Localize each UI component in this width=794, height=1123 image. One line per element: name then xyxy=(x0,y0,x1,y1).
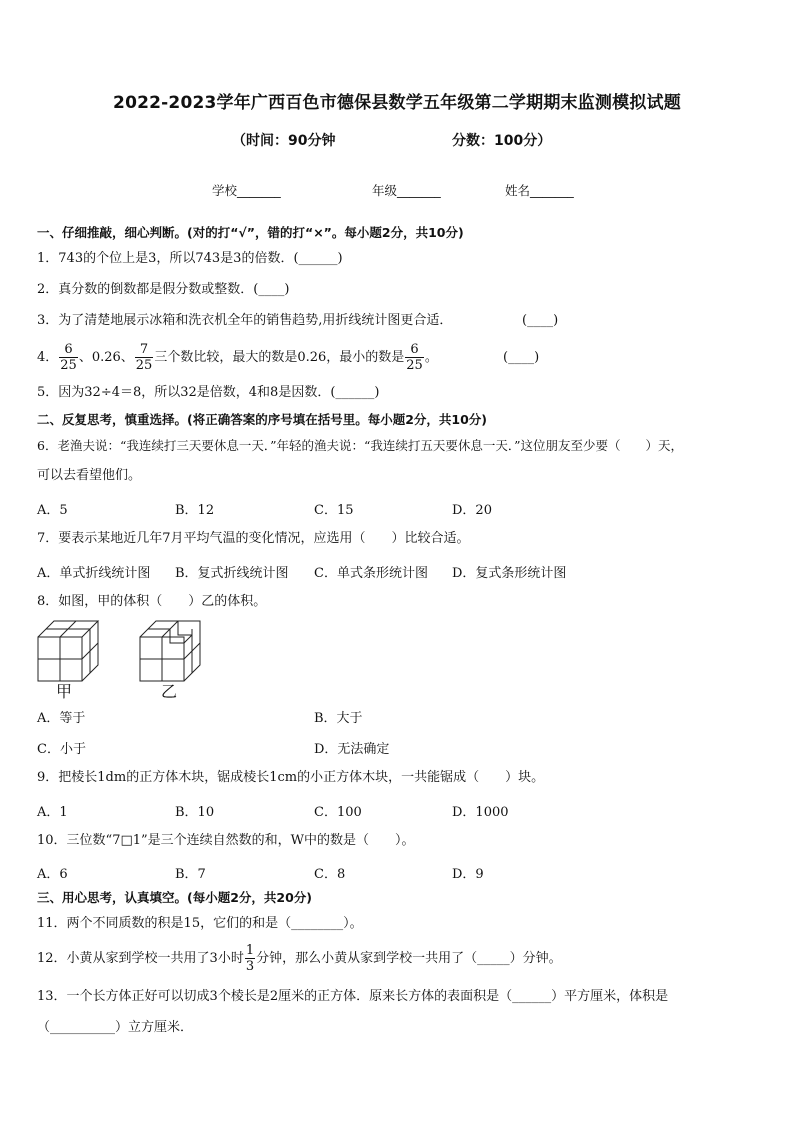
section-3-heading: 三、用心思考，认真填空。(每小题2分，共20分) xyxy=(37,890,313,905)
question-6-line-2: 可以去看望他们。 xyxy=(37,468,142,483)
question-13-line-1: 13．一个长方体正好可以切成3个棱长是2厘米的正方体．原来长方体的表面积是（______）平方厘米，体积是 xyxy=(37,989,669,1004)
q10-option-a: A．6 xyxy=(37,867,68,882)
q12-suffix: 分钟，那么小黄从家到学校一共用了（_____）分钟。 xyxy=(256,951,562,966)
q7-option-b: B．复式折线统计图 xyxy=(175,566,289,581)
exam-title: 2022-2023学年广西百色市德保县数学五年级第二学期期末监测模拟试题 xyxy=(113,93,681,113)
question-13-line-2: （__________）立方厘米． xyxy=(37,1020,194,1035)
question-12 xyxy=(37,939,562,979)
figure-yi-cube xyxy=(140,621,200,681)
question-3-blank: (____) xyxy=(522,313,559,328)
question-1: 1．743的个位上是3，所以743是3的倍数．(______) xyxy=(37,251,343,266)
q12-prefix: 12．小黄从家到学校一共用了3小时 xyxy=(37,951,244,966)
total-score: 分数：100分） xyxy=(452,133,552,149)
q10-option-b: B．7 xyxy=(175,867,206,882)
q8-option-d: D．无法确定 xyxy=(314,742,390,757)
q4-fraction-3: $\frac{6}{25}$ xyxy=(406,342,423,373)
q9-option-a: A．1 xyxy=(37,805,68,820)
question-8: 8．如图，甲的体积（ ）乙的体积。 xyxy=(37,594,267,609)
question-3: 3．为了清楚地展示冰箱和洗衣机全年的销售趋势,用折线统计图更合适． xyxy=(37,313,453,328)
school-field: 学校_______ xyxy=(212,183,281,198)
question-2: 2．真分数的倒数都是假分数或整数．(____) xyxy=(37,282,290,297)
q4-middle-text: 三个数比较，最大的数是0.26，最小的数是 xyxy=(154,350,405,365)
q8-option-b: B．大于 xyxy=(314,711,363,726)
section-2-heading: 二、反复思考，慎重选择。(将正确答案的序号填在括号里。每小题2分，共10分) xyxy=(37,412,488,427)
question-5: 5．因为32÷4＝8，所以32是倍数，4和8是因数．(______) xyxy=(37,385,380,400)
question-10: 10．三位数“7□1”是三个连续自然数的和，W中的数是（ ）。 xyxy=(37,833,415,848)
q8-figures xyxy=(36,615,216,700)
q8-option-a: A．等于 xyxy=(37,711,86,726)
question-9: 9．把棱长1dm的正方体木块，锯成棱长1cm的小正方体木块，一共能锯成（ ）块。 xyxy=(37,770,545,785)
q9-option-d: D．1000 xyxy=(452,805,509,820)
q8-option-c: C．小于 xyxy=(37,742,86,757)
figure-jia-label: 甲 xyxy=(56,682,73,701)
question-4 xyxy=(37,338,438,378)
time-limit: （时间：90分钟 xyxy=(232,133,336,149)
question-4-blank: (____) xyxy=(503,350,540,365)
q4-separator: 、0.26、 xyxy=(78,350,134,365)
q10-option-d: D．9 xyxy=(452,867,484,882)
q12-fraction: $\frac{1}{3}$ xyxy=(245,943,255,974)
q7-option-a: A．单式折线统计图 xyxy=(37,566,151,581)
q6-option-c: C．15 xyxy=(314,503,354,518)
figure-jia-cube xyxy=(38,621,98,681)
question-11: 11．两个不同质数的积是15，它们的和是（________）。 xyxy=(37,916,363,931)
question-6-line-1: 6．老渔夫说：“我连续打三天要休息一天．”年轻的渔夫说：“我连续打五天要休息一天．”这位朋友至少要（ ）天， xyxy=(37,438,684,453)
q4-fraction-1: $\frac{6}{25}$ xyxy=(60,342,77,373)
q4-fraction-2: $\frac{7}{25}$ xyxy=(135,342,153,373)
q7-option-c: C．单式条形统计图 xyxy=(314,566,428,581)
q4-prefix: 4． xyxy=(37,350,59,365)
q7-option-d: D．复式条形统计图 xyxy=(452,566,567,581)
grade-field: 年级_______ xyxy=(372,183,441,198)
q4-end: 。 xyxy=(424,350,438,365)
q6-option-a: A．5 xyxy=(37,503,68,518)
figure-yi-label: 乙 xyxy=(161,682,178,701)
q9-option-c: C．100 xyxy=(314,805,362,820)
q9-option-b: B．10 xyxy=(175,805,215,820)
q6-option-d: D．20 xyxy=(452,503,492,518)
name-field: 姓名_______ xyxy=(505,183,574,198)
question-7: 7．要表示某地近几年7月平均气温的变化情况，应选用（ ）比较合适。 xyxy=(37,531,470,546)
q6-option-b: B．12 xyxy=(175,503,215,518)
q10-option-c: C．8 xyxy=(314,867,346,882)
section-1-heading: 一、仔细推敲，细心判断。(对的打“√”，错的打“×”。每小题2分，共10分) xyxy=(37,225,464,240)
